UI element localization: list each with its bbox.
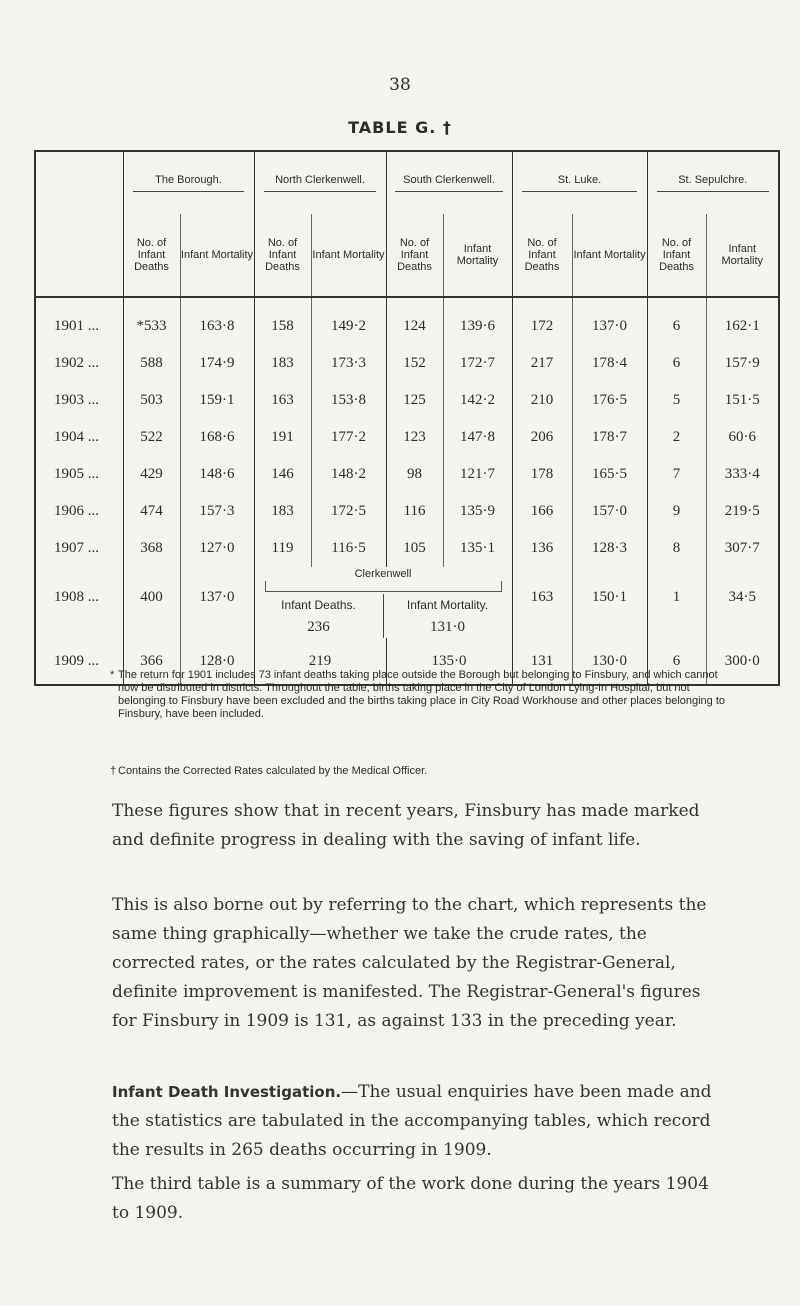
table-cell: 135·1	[443, 530, 512, 567]
table-cell: 149·2	[311, 297, 386, 345]
table-cell: 9	[647, 493, 706, 530]
table-cell: 151·5	[724, 392, 760, 408]
table-cell: 158	[254, 297, 311, 345]
table-cell: 123	[386, 419, 443, 456]
corner-cell-lower	[35, 214, 123, 297]
sub-header-deaths: No. of Infant Deaths	[254, 214, 311, 297]
sub-header-deaths: No. of Infant Deaths	[123, 214, 180, 297]
table-cell: 128·0	[180, 638, 254, 685]
table-cell: 191	[254, 419, 311, 456]
footnote-dagger	[110, 765, 738, 778]
table-cell: 172·5	[311, 493, 386, 530]
year-cell: 1902 ...	[35, 345, 123, 382]
table-cell: 163	[512, 567, 572, 638]
table-cell: 60·6	[728, 429, 757, 445]
table-cell: 131	[512, 638, 572, 685]
table-cell: 130·0	[572, 638, 647, 685]
table-cell: 7	[647, 456, 706, 493]
table-cell: 176·5	[572, 382, 647, 419]
table-cell: 136	[512, 530, 572, 567]
table-cell: 116	[386, 493, 443, 530]
clerkenwell-deaths: Infant Deaths. 236	[255, 594, 384, 638]
table-cell: 163	[254, 382, 311, 419]
table-cell: 2	[647, 419, 706, 456]
table-cell: 121·7	[443, 456, 512, 493]
table-cell: 105	[386, 530, 443, 567]
table-cell: 146	[254, 456, 311, 493]
table-cell: 183	[254, 345, 311, 382]
infant-mortality-table	[34, 150, 780, 686]
table-cell: 157·0	[572, 493, 647, 530]
group-header-st-luke: St. Luke.	[512, 151, 647, 214]
table-cell: 98	[386, 456, 443, 493]
table-cell: 206	[512, 419, 572, 456]
table-cell: 6	[647, 638, 706, 685]
table-cell: 128·3	[572, 530, 647, 567]
table-cell: 172	[512, 297, 572, 345]
table-cell: 163·8	[180, 297, 254, 345]
table-cell: 34·5	[728, 589, 757, 605]
table-cell: 474	[123, 493, 180, 530]
table-cell: 307·7	[724, 540, 760, 556]
year-cell: 1908 ...	[35, 567, 123, 638]
table-cell: 172·7	[443, 345, 512, 382]
group-header-north-clerkenwell: North Clerkenwell.	[254, 151, 386, 214]
table-cell: 139·6	[443, 297, 512, 345]
table-cell: 503	[123, 382, 180, 419]
sub-header-mortality: Infant Mortality	[311, 214, 386, 297]
footnote-dagger-text: Contains the Corrected Rates calculated by the Medical Officer.	[118, 765, 428, 777]
table-row	[35, 419, 779, 456]
table-cell: 148·2	[311, 456, 386, 493]
table-row	[35, 493, 779, 530]
sub-header-mortality: Infant Mortality	[180, 214, 254, 297]
sub-header-mortality: Infant Mortality	[572, 214, 647, 297]
table-cell: 159·1	[180, 382, 254, 419]
year-cell: 1907 ...	[35, 530, 123, 567]
group-header-south-clerkenwell: South Clerkenwell.	[386, 151, 512, 214]
table-cell: 153·8	[311, 382, 386, 419]
table-cell: 137·0	[572, 297, 647, 345]
clerkenwell-mortality: Infant Mortality. 131·0	[406, 598, 489, 635]
table-cell: 152	[386, 345, 443, 382]
clerkenwell-brace	[265, 581, 502, 592]
table-cell: 400	[123, 567, 180, 638]
year-cell: 1904 ...	[35, 419, 123, 456]
table-cell: 219·5	[724, 503, 760, 519]
table-cell: 177·2	[311, 419, 386, 456]
table-cell: 168·6	[180, 419, 254, 456]
table-cell: 178·4	[572, 345, 647, 382]
paragraph-1: These figures show that in recent years, Finsbury has made marked and definite progress in dealing with the saving of infant life.	[112, 801, 700, 850]
table-row	[35, 382, 779, 419]
table-cell: 173·3	[311, 345, 386, 382]
sub-header-mortality: Infant Mortality	[443, 214, 512, 297]
table-row	[35, 530, 779, 567]
table-cell: 162·1	[724, 318, 760, 334]
table-cell: 135·0	[386, 638, 512, 685]
table-cell: 127·0	[180, 530, 254, 567]
footnote-star-text: The return for 1901 includes 73 infant deaths taking place outside the Borough but belonging to Finsbury, and which cannot now be distributed in districts. Throughout the table, births taking place in the City of London Lying-In Hospital, but not belonging to Finsbury have been excluded and the births taking place in City Road Workhouse and other places belonging to Finsbury, have been included.	[118, 669, 726, 720]
year-cell: 1905 ...	[35, 456, 123, 493]
table-cell: 6	[647, 297, 706, 345]
table-cell: 119	[254, 530, 311, 567]
table-cell: *533	[123, 297, 180, 345]
year-cell: 1909 ...	[35, 638, 123, 685]
group-header-borough: The Borough.	[123, 151, 254, 214]
footnote-star	[110, 669, 738, 721]
footnote-star-mark: *	[110, 669, 115, 681]
table-row-1908	[35, 567, 779, 638]
table-cell: 157·9	[724, 355, 760, 371]
footnote-dagger-mark: †	[110, 765, 117, 777]
group-header-st-sepulchre: St. Sepulchre.	[647, 151, 779, 214]
corner-cell	[35, 151, 123, 214]
table-cell: 1	[647, 567, 706, 638]
sub-header-deaths: No. of Infant Deaths	[386, 214, 443, 297]
table-cell: 124	[386, 297, 443, 345]
table-cell: 178·7	[572, 419, 647, 456]
table-cell: 125	[386, 382, 443, 419]
paragraph-3: Infant Death Investigation.—The usual enquiries have been made and the statistics are tabulated in the accompanying tables, which record the results in 265 deaths occurring in 1909.	[112, 1082, 712, 1160]
table-cell: 178	[512, 456, 572, 493]
page-number: 38	[389, 75, 411, 95]
table-cell: 137·0	[180, 567, 254, 638]
table-cell: 5	[647, 382, 706, 419]
table-cell: 148·6	[180, 456, 254, 493]
table-row	[35, 456, 779, 493]
year-cell: 1906 ...	[35, 493, 123, 530]
table-cell: 183	[254, 493, 311, 530]
table-cell: 142·2	[443, 382, 512, 419]
table-cell: 166	[512, 493, 572, 530]
table-cell: 147·8	[443, 419, 512, 456]
table-cell: 174·9	[180, 345, 254, 382]
year-cell: 1903 ...	[35, 382, 123, 419]
table-title: TABLE G. †	[348, 118, 452, 137]
table-cell: 300·0	[724, 652, 760, 669]
year-cell: 1901 ...	[35, 297, 123, 345]
table-cell: 368	[123, 530, 180, 567]
table-cell: 219	[254, 638, 386, 685]
table-cell: 150·1	[572, 567, 647, 638]
table-cell: 217	[512, 345, 572, 382]
table-cell: 157·3	[180, 493, 254, 530]
clerkenwell-label: Clerkenwell	[354, 568, 412, 580]
table-cell: 165·5	[572, 456, 647, 493]
table-row	[35, 345, 779, 382]
table-cell: 333·4	[724, 466, 760, 482]
table-cell: 135·9	[443, 493, 512, 530]
table-cell: 366	[123, 638, 180, 685]
table-cell: 210	[512, 382, 572, 419]
paragraph-2: This is also borne out by referring to the chart, which represents the same thing graphically—whether we take the crude rates, the corrected rates, or the rates calculated by the Registrar-General, definite improvement is manifested. The Registrar-General's figures for Finsbury in 1909 is 131, as against 133 in the preceding year.	[112, 895, 707, 1031]
clerkenwell-merged-cell	[254, 567, 512, 638]
table-cell: 588	[123, 345, 180, 382]
sub-header-deaths: No. of Infant Deaths	[647, 214, 706, 297]
table-cell: 116·5	[311, 530, 386, 567]
table-cell: 8	[647, 530, 706, 567]
table-cell: 522	[123, 419, 180, 456]
table-row	[35, 297, 779, 345]
sub-header-deaths: No. of Infant Deaths	[512, 214, 572, 297]
table-cell: 429	[123, 456, 180, 493]
sub-header-mortality: Infant Mortality	[706, 214, 779, 297]
section-heading: Infant Death Investigation.	[112, 1083, 342, 1101]
paragraph-4: The third table is a summary of the work done during the years 1904 to 1909.	[112, 1174, 709, 1223]
table-cell: 6	[647, 345, 706, 382]
